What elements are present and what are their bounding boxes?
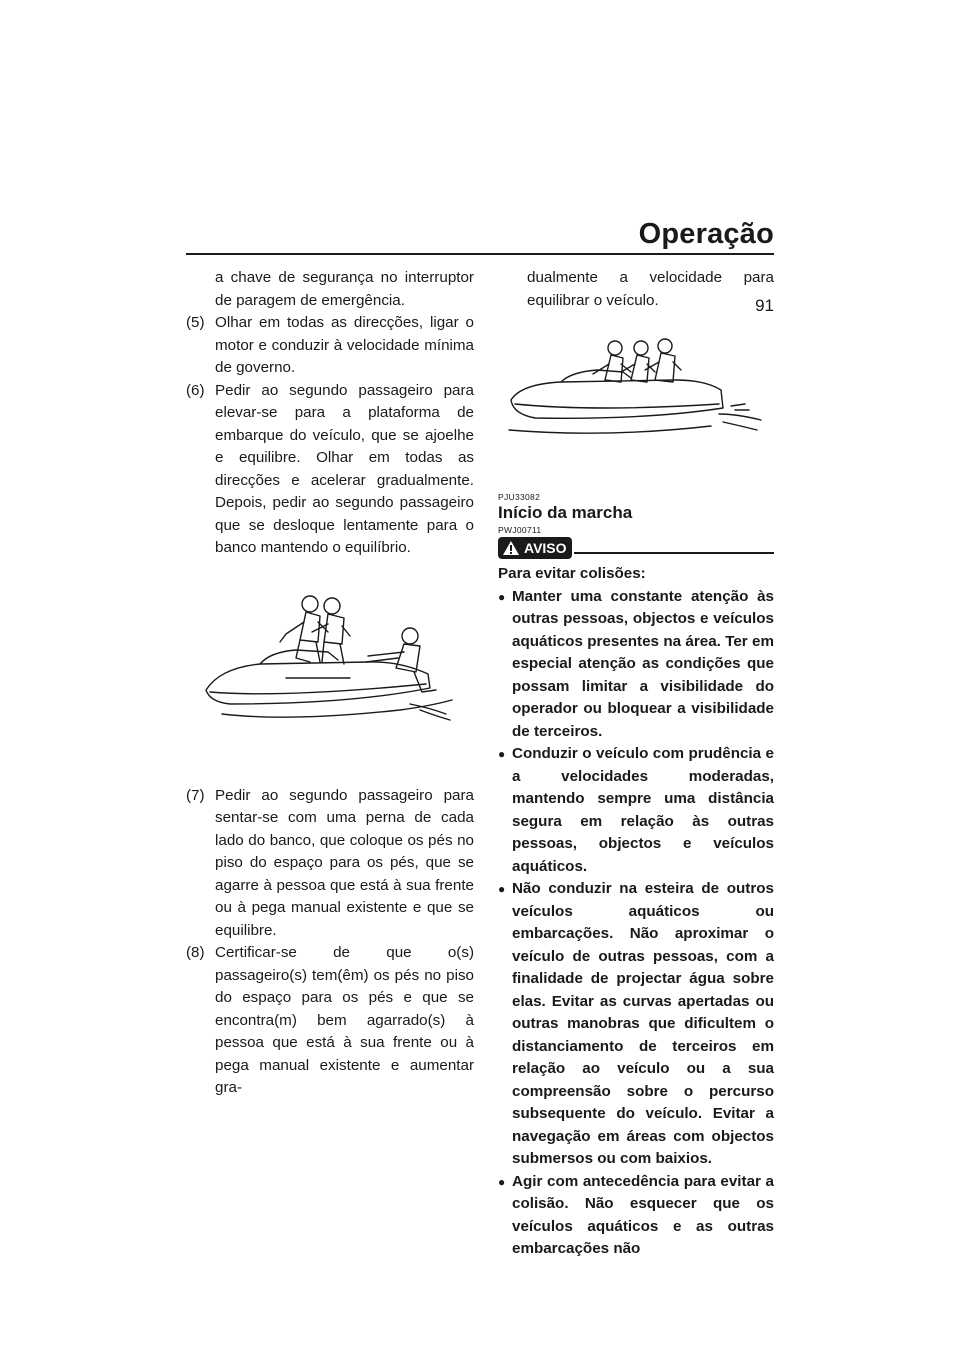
left-column xyxy=(186,267,474,1100)
warning-triangle-icon xyxy=(502,540,520,556)
step-7 xyxy=(186,785,474,943)
warning-bullet xyxy=(498,878,774,1171)
step-5 xyxy=(186,312,474,380)
step-8-continuation: dualmente a velocidade para equilibrar o veículo. xyxy=(527,269,774,309)
page-number: 91 xyxy=(755,296,774,315)
warning-rule xyxy=(574,552,774,554)
warning-header xyxy=(498,537,774,559)
step-text: Certificar-se de que o(s) passageiro(s) tem(êm) os pés no piso do espaço para os pés e que se encontra(m) bem agarrado(s) à pessoa que está à sua frente ou à pega manual existente e aumentar gra- xyxy=(215,944,474,1096)
warning-badge xyxy=(498,537,572,559)
warning-bullet xyxy=(498,1171,774,1261)
section-code: PJU33082 xyxy=(498,492,541,502)
watercraft-boarding-illustration xyxy=(200,582,460,737)
watercraft-three-riders-illustration xyxy=(505,334,767,456)
step-text: Pedir ao segundo passageiro para sentar-se com uma perna de cada lado do banco, que coloque os pés no piso do espaço para os pés, que se agarre à pessoa que está à sua frente ou à pega manual existente e que se equilibre. xyxy=(215,786,474,939)
warning-bullet xyxy=(498,743,774,878)
warning-code: PWJ00711 xyxy=(498,525,542,535)
step-number: (7) xyxy=(186,786,205,804)
bullet-text: Não conduzir na esteira de outros veículos aquáticos ou embarcações. Não aproximar o veículo de outras pessoas, com a finalidade de projectar água sobre elas. Evitar as curvas apertadas ou outras manobras que dificultem o distanciamento de terceiros em relação ao veículo ou a sua compreensão sobre o percurso subsequente do veículo. Evitar a navegação em áreas com objectos submersos ou com baixios. xyxy=(512,880,774,1167)
bullet-text: Manter uma constante atenção às outras pessoas, objectos e veículos aquáticos presentes na área. Ter em especial atenção as condições que possam limitar a visibilidade do operador ou bloquear a visibilidade de terceiros. xyxy=(512,587,774,740)
page-header-title: Operação xyxy=(638,218,774,250)
step-number: (8) xyxy=(186,944,205,961)
step-text: Olhar em todas as direcções, ligar o motor e conduzir à velocidade mínima de governo. xyxy=(215,314,474,376)
step-number: (5) xyxy=(186,314,205,331)
step-6 xyxy=(186,380,474,560)
step-8 xyxy=(186,942,474,1100)
bullet-icon: ● xyxy=(498,747,506,761)
warning-bullet xyxy=(498,586,774,744)
section-title: Início da marcha xyxy=(498,503,633,522)
warning-label: AVISO xyxy=(524,539,567,556)
warning-intro: Para evitar colisões: xyxy=(498,565,646,582)
bullet-text: Agir com antecedência para evitar a colisão. Não esquecer que os veículos aquáticos e as outras embarcações não xyxy=(512,1172,774,1257)
bullet-icon: ● xyxy=(498,1174,506,1189)
step-number: (6) xyxy=(186,381,205,399)
header-rule xyxy=(186,253,774,255)
bullet-text: Conduzir o veículo com prudência e a velocidades moderadas, mantendo sempre uma distância segura em relação às outras pessoas, objectos e veículos aquáticos. xyxy=(512,745,774,875)
bullet-icon: ● xyxy=(498,882,506,896)
right-column xyxy=(498,267,774,1261)
bullet-icon: ● xyxy=(498,589,506,604)
step-text: Pedir ao segundo passageiro para elevar-se para a plataforma de embarque do veículo, que se ajoelhe e equilibre. Olhar em todas as direcções e acelerar gradualmente. Depois, pedir ao segundo passageiro que se desloque lentamente para o banco mantendo o equilíbrio. xyxy=(215,381,474,556)
step-4-continuation: a chave de segurança no interruptor de paragem de emergência. xyxy=(215,269,474,309)
